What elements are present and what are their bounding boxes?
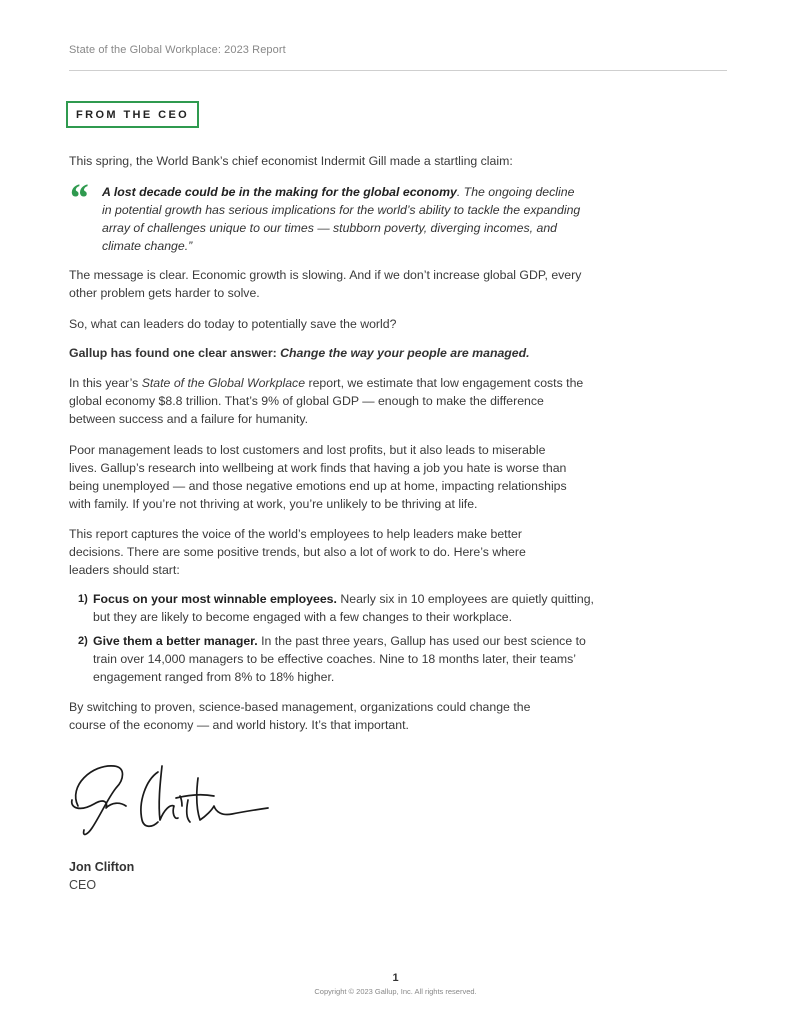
list-item-lead: Give them a better manager. [93,634,258,648]
page-number: 1 [392,972,399,984]
quote-mark-icon: “ [68,175,88,220]
report-paragraph [69,374,589,428]
list-number: 2) [78,635,88,647]
list-number: 1) [78,593,88,605]
copyright-notice: Copyright © 2023 Gallup, Inc. All rights reserved. [314,987,477,996]
quote-lead: A lost decade could be in the making for the global economy [102,185,457,199]
report-post: report, we estimate that low engagement costs the global economy $8.8 trillion. That’s 9% of global GDP — enough to make the difference between success and a failure for humanity. [69,376,584,426]
closing-paragraph: By switching to proven, science-based management, organizations could change the course of the economy — and world history. It’s that important. [69,700,531,732]
signer-name: Jon Clifton [69,860,135,874]
running-header-title: State of the Global Workplace: 2023 Report [69,44,286,56]
recommendation-list [69,590,594,692]
intro-paragraph: This spring, the World Bank’s chief economist Indermit Gill made a startling claim: [69,154,513,168]
signature-image [64,758,279,844]
report-pre: In this year’s [69,376,142,390]
list-item-lead: Focus on your most winnable employees. [93,592,337,606]
list-item [69,590,594,626]
header-divider [69,70,727,71]
report-title: State of the Global Workplace [141,376,306,390]
answer-lead: Gallup has found one clear answer: [69,346,281,360]
list-item-text: In the past three years, Gallup has used our best science to train over 14,000 managers to be effective coaches. Nine to 18 months later, their teams’ engagement ranged from 8% to 18% higher. [93,634,586,684]
question-paragraph: So, what can leaders do today to potentially save the world? [69,317,397,331]
answer-emphasis: Change the way your people are managed. [280,346,530,360]
signer-title: CEO [69,878,97,892]
voice-paragraph: This report captures the voice of the world’s employees to help leaders make better decisions. There are some positive trends, but also a lot of work to do. Here’s where leaders should start: [69,527,526,577]
pull-quote [102,183,587,255]
quote-rest: . The ongoing decline in potential growth has serious implications for the world’s ability to tackle the expanding array of challenges unique to our times — stubborn poverty, diverging incomes, and climate change.” [102,185,581,253]
message-paragraph: The message is clear. Economic growth is slowing. And if we don’t increase global GDP, every other problem gets harder to solve. [69,268,582,300]
management-paragraph: Poor management leads to lost customers and lost profits, but it also leads to miserable lives. Gallup’s research into wellbeing at work finds that having a job you hate is worse than being unemployed — and those negative emotions end up at home, impacting relationships with family. If you’re not thriving at work, you’re unlikely to be thriving at life. [69,443,567,511]
section-tag: FROM THE CEO [66,101,199,128]
list-item [69,632,594,686]
answer-paragraph [69,344,594,362]
list-item-text: Nearly six in 10 employees are quietly quitting, but they are likely to become engaged with a few changes to their workplace. [93,592,594,624]
